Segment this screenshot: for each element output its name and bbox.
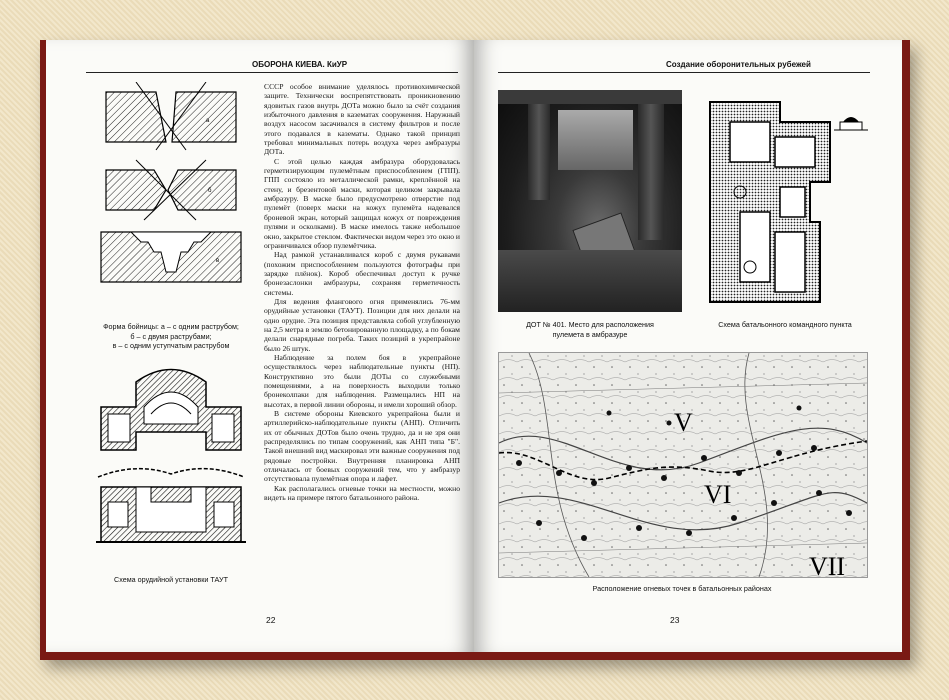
map-label-vi: VI [704,480,732,509]
svg-text:а: а [206,118,210,124]
body-text-column [264,82,460,502]
plan-caption: Схема батальонного командного пункта [718,320,852,329]
taut-gun-diagram [96,362,246,562]
photo-caption: ДОТ № 401. Место для расположения пулемета в амбразуре [526,320,654,339]
observation-cupola-icon [834,117,868,130]
embrasure-v-figure [101,232,241,282]
taut-plan-view [101,370,241,451]
paragraph: Наблюдение за полем боя в укрепрайоне осуществлялось через наблюдательные пункты (НП). Конструктивно это были ДОТы со служебными помещениями, а на поверхность выходили только бронеколпаки для наблюдения. Размещались НП на высотах, в первой линии обороны, и имели хороший обзор. [264,352,460,409]
page-number-left: 22 [266,615,276,625]
embrasure-caption: Форма бойницы: а – с одним раструбом; б – с двумя раструбами; в – с одним уступчатым раструбом [103,322,239,350]
svg-text:б: б [208,188,212,194]
embrasure-a-figure [106,82,236,150]
running-head-left: ОБОРОНА КИЕВА. КиУР [252,60,348,69]
paragraph: Как располагались огневые точки на местности, можно видеть на примере пятого батальонного района. [264,483,460,503]
taut-section-view [96,469,246,542]
paragraph: Для ведения флангового огня применялись 76-мм орудийные установки (ТАУТ). Позиции для них делали на одно орудие. Эта позиция представляла собой углубленную на 2,5 метра в землю бетонированную площадку, а по бокам делали снарядные погреба. Таких позиций в укрепрайоне было 26 штук. [264,296,460,353]
map-caption: Расположение огневых точек в батальонных районах [592,584,772,593]
embrasure-shapes-diagram [96,82,246,292]
open-book [40,40,910,660]
left-page [46,40,474,652]
svg-text:в: в [216,258,220,264]
paragraph: СССР особое внимание уделялось противохимической защите. Технически воспрепятствовать проникновению ядовитых газов внутрь ДОТа можно было за счёт создания избыточного давления в казематах сооружения. Наружный воздух насосом засачивался в систему фильтров и после этого подавался в казематы. Однако такой принцип требовал минимальных потерь воздуха через амбразуры ДОТа. [264,82,460,157]
header-rule-right [498,72,870,73]
map-drawing [499,353,867,577]
map-label-v: V [674,408,693,437]
page-number-right: 23 [670,615,680,625]
paragraph: Над рамкой устанавливался короб с двумя рукавами (похожим приспособлением пользуются фотографы при зарядке плёнок). Короб обеспечивал доступ к ручке бронезаслонки амбразуры, сохраняя герметичность системы. [264,250,460,297]
bunker-photo [498,90,682,312]
right-page [474,40,902,652]
header-rule-left [86,72,458,73]
running-head-right: Создание оборонительных рубежей [666,60,811,69]
embrasure-b-figure [106,160,236,220]
taut-caption: Схема орудийной установки ТАУТ [114,575,228,584]
paragraph: С этой целью каждая амбразура оборудовалась герметизирующим пулемётным приспособлением (ГПП). ГПП состояло из металлической рамки, креплённой на стену, и брезентовой маски, которая целиком закрывала амбразуру. В маске было предусмотрено отверстие под пулемёт (поверх маски на кожух пулемёта надевался броневой экран, который защищал кожух от повреждения пулями и осколками). В маске имелось также небольшое окно, закрытое стеклом. Фактически видом через это окно и ограничивался обзор пулемётчика. [264,156,460,250]
command-post-plan [700,92,870,322]
fortified-area-map [498,352,868,578]
paragraph: В системе обороны Киевского укрепрайона были и артиллерийско-наблюдательные пункты (АНП). Отличить их от обычных ДОТов было очень трудно, да и не зря они распределялись по типам сооружений, как АНП типа "Б". Такой внешний вид маскировал эти важные сооружения под рядовые постройки. Внутренняя планировка АНП отличалась от боевых сооружений тем, что у амбразур отсутствовала пулемётная опора и лафет. [264,409,460,484]
map-label-vii: VII [809,552,846,577]
